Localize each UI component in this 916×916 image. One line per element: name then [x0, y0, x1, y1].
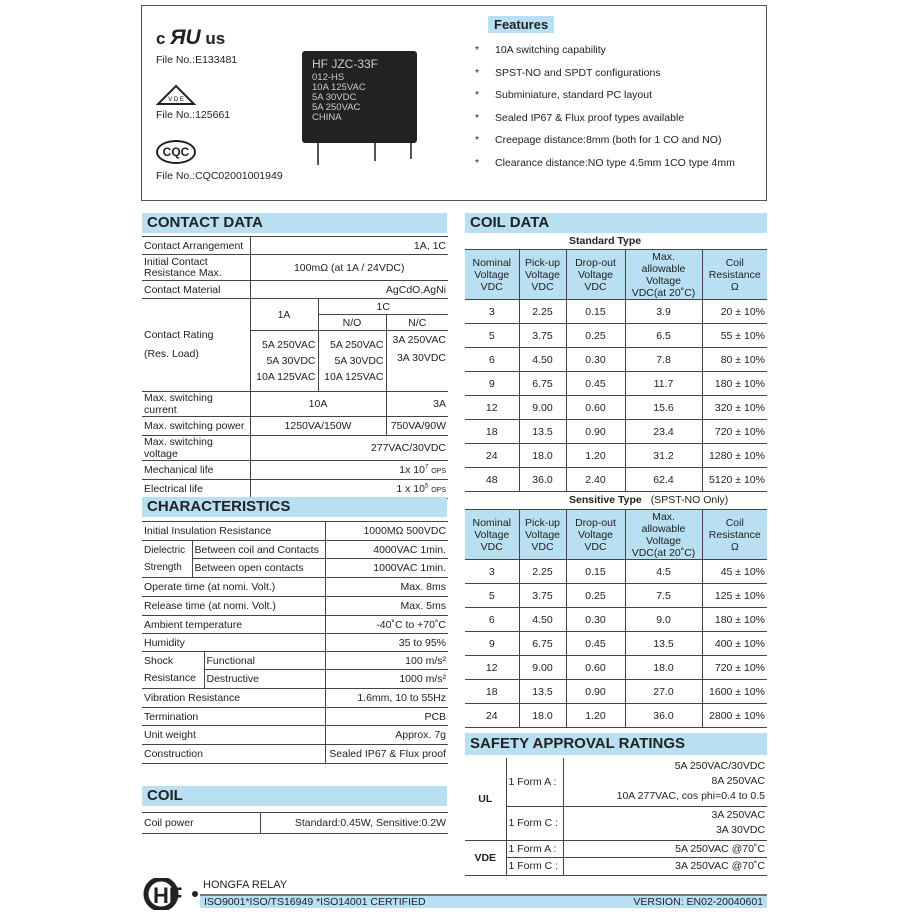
feature-text: Creepage distance:8mm (both for 1 CO and NO) [495, 134, 722, 146]
table-cell: 1600 ± 10% [702, 680, 767, 704]
coil-header-row [465, 250, 767, 300]
column-header: Nominal Voltage VDC [465, 510, 519, 560]
ul-file: File No.:E133481 [156, 54, 238, 66]
table-cell: 18 [465, 420, 519, 444]
safety-title: SAFETY APPROVAL RATINGS [465, 733, 767, 755]
feature-item [475, 134, 722, 146]
table-cell: 180 ± 10% [702, 608, 767, 632]
table-row [465, 608, 767, 632]
table-cell: 62.4 [625, 468, 702, 492]
table-row [465, 584, 767, 608]
column-header: Drop-out Voltage VDC [566, 250, 625, 300]
table-cell: 27.0 [625, 680, 702, 704]
standard-type-label: Standard Type [569, 235, 642, 247]
vde-logo [156, 84, 196, 106]
table-cell: 3.75 [519, 324, 566, 348]
table-cell: 125 ± 10% [702, 584, 767, 608]
table-cell: 0.15 [566, 300, 625, 324]
feature-text: Sealed IP67 & Flux proof types available [495, 111, 685, 124]
table-cell: 9 [465, 632, 519, 656]
table-cell: 45 ± 10% [702, 560, 767, 584]
coil-header-row [465, 510, 767, 560]
table-cell: 2800 ± 10% [702, 704, 767, 728]
feature-item [475, 44, 606, 56]
table-cell: 9.00 [519, 396, 566, 420]
column-header: Pick-up Voltage VDC [519, 510, 566, 560]
table-cell: 5120 ± 10% [702, 468, 767, 492]
column-header: Drop-out Voltage VDC [566, 510, 625, 560]
feature-item [475, 156, 735, 169]
table-cell: 180 ± 10% [702, 372, 767, 396]
table-cell: 0.25 [566, 584, 625, 608]
table-cell: 6.75 [519, 372, 566, 396]
table-row [465, 444, 767, 468]
table-cell: 13.5 [519, 680, 566, 704]
table-cell: 0.90 [566, 680, 625, 704]
table-cell: 0.45 [566, 632, 625, 656]
table-cell: 9.00 [519, 656, 566, 680]
table-cell: 720 ± 10% [702, 420, 767, 444]
characteristics-title: CHARACTERISTICS [142, 497, 447, 517]
feature-item [475, 66, 661, 79]
ul-logo: c ЯU us [156, 26, 226, 49]
feature-text: 10A switching capability [495, 44, 606, 56]
table-cell: 7.8 [625, 348, 702, 372]
coil-title: COIL [142, 786, 447, 806]
table-cell: 3.75 [519, 584, 566, 608]
table-row [465, 300, 767, 324]
table-cell: 0.60 [566, 396, 625, 420]
column-header: Coil Resistance Ω [702, 510, 767, 560]
table-cell: 0.90 [566, 420, 625, 444]
table-row [465, 420, 767, 444]
coil-table: Coil power Standard:0.45W, Sensitive:0.2W [142, 812, 448, 834]
table-cell: 9 [465, 372, 519, 396]
bullet-icon: * [475, 156, 480, 169]
bullet-icon: * [475, 89, 480, 101]
table-cell: 400 ± 10% [702, 632, 767, 656]
table-cell: 6.5 [625, 324, 702, 348]
hongfa-logo [143, 878, 195, 910]
table-cell: 48 [465, 468, 519, 492]
table-cell: 18.0 [519, 444, 566, 468]
table-cell: 12 [465, 396, 519, 420]
features-title: Features [488, 16, 554, 33]
table-cell: 2.40 [566, 468, 625, 492]
relay-image: HF JZC-33F 012-HS 10A 125VAC 5A 30VDC 5A 250VAC CHINA [302, 51, 417, 143]
table-cell: 7.5 [625, 584, 702, 608]
table-row [465, 704, 767, 728]
table-cell: 18.0 [519, 704, 566, 728]
table-cell: 1.20 [566, 704, 625, 728]
table-cell: 24 [465, 444, 519, 468]
sensitive-type-label: Sensitive Type (SPST-NO Only) [569, 494, 729, 506]
table-cell: 55 ± 10% [702, 324, 767, 348]
feature-text: Clearance distance:NO type 4.5mm 1CO type 4mm [495, 156, 735, 169]
table-cell: 0.45 [566, 372, 625, 396]
table-cell: 6 [465, 348, 519, 372]
table-row [465, 372, 767, 396]
table-cell: 36.0 [625, 704, 702, 728]
bullet-icon: * [475, 66, 480, 79]
svg-text:HF: HF [153, 883, 183, 908]
column-header: Nominal Voltage VDC [465, 250, 519, 300]
table-cell: 80 ± 10% [702, 348, 767, 372]
svg-text:V D E: V D E [168, 97, 184, 103]
table-row [465, 468, 767, 492]
vde-file: File No.:125661 [156, 109, 231, 121]
table-cell: 0.25 [566, 324, 625, 348]
table-cell: 0.30 [566, 608, 625, 632]
footer-bar [200, 894, 767, 908]
table-row [465, 560, 767, 584]
table-cell: 24 [465, 704, 519, 728]
column-header: Coil Resistance Ω [702, 250, 767, 300]
standard-coil-table [465, 249, 767, 492]
table-row [465, 348, 767, 372]
table-cell: 11.7 [625, 372, 702, 396]
table-cell: 31.2 [625, 444, 702, 468]
table-cell: 18.0 [625, 656, 702, 680]
table-cell: 12 [465, 656, 519, 680]
table-cell: 5 [465, 324, 519, 348]
feature-item [475, 89, 653, 101]
table-cell: 720 ± 10% [702, 656, 767, 680]
table-cell: 23.4 [625, 420, 702, 444]
characteristics-table: Initial Insulation Resistance 1000MΩ 500VDC Dielectric Strength Between coil and Contacts 4000VAC 1min. Between open contacts 1000VAC 1min. Operate time (at nomi. Volt.) Max. 8ms Release time (at nomi. Volt.) Max. 5ms Ambient temperature -40˚C to +70˚C Humidity 35 to 95% Shock Resistance Functional 100 m/s² Destructive 1000 m/s² Vibration Resistance 1.6mm, 10 to 55Hz Termination PCB Unit weight Approx. 7g Construction Sealed IP67 & Flux proof [142, 521, 448, 764]
bullet-icon: * [475, 44, 480, 56]
table-cell: 2.25 [519, 560, 566, 584]
table-cell: 320 ± 10% [702, 396, 767, 420]
bullet-icon: * [475, 111, 480, 124]
contact-data-title: CONTACT DATA [142, 213, 447, 233]
version-text: VERSION: EN02-20040601 [633, 896, 763, 908]
table-row [465, 632, 767, 656]
table-cell: 20 ± 10% [702, 300, 767, 324]
table-cell: 0.30 [566, 348, 625, 372]
table-cell: 5 [465, 584, 519, 608]
column-header: Max. allowable Voltage VDC(at 20˚C) [625, 250, 702, 300]
sensitive-coil-table [465, 509, 767, 728]
header-box [141, 5, 767, 201]
safety-table: UL 1 Form A : 5A 250VAC/30VDC 8A 250VAC 10A 277VAC, cos phi=0.4 to 0.5 1 Form C : 3A 250VAC 3A 30VDC VDE 1 Form A : 5A 250VAC @70˚C 1 Form C : 3A 250VAC @70˚C [465, 758, 767, 876]
coil-data-title: COIL DATA [465, 213, 767, 233]
table-row [465, 680, 767, 704]
cqc-file: File No.:CQC02001001949 [156, 170, 283, 182]
table-cell: 4.5 [625, 560, 702, 584]
company-name: HONGFA RELAY [203, 879, 288, 891]
certification-text: ISO9001*ISO/TS16949 *ISO14001 CERTIFIED [204, 896, 426, 908]
table-cell: 13.5 [519, 420, 566, 444]
table-cell: 0.15 [566, 560, 625, 584]
column-header: Max. allowable Voltage VDC(at 20˚C) [625, 510, 702, 560]
table-row [465, 324, 767, 348]
table-cell: 1280 ± 10% [702, 444, 767, 468]
table-cell: 3 [465, 300, 519, 324]
table-cell: 6 [465, 608, 519, 632]
cqc-logo: CQC [156, 140, 196, 164]
table-cell: 6.75 [519, 632, 566, 656]
table-cell: 4.50 [519, 348, 566, 372]
table-cell: 3.9 [625, 300, 702, 324]
table-cell: 18 [465, 680, 519, 704]
table-row [465, 396, 767, 420]
feature-text: Subminiature, standard PC layout [495, 89, 653, 101]
table-cell: 4.50 [519, 608, 566, 632]
feature-item [475, 111, 685, 124]
bullet-icon: * [475, 134, 480, 146]
table-cell: 36.0 [519, 468, 566, 492]
table-cell: 9.0 [625, 608, 702, 632]
table-cell: 3 [465, 560, 519, 584]
column-header: Pick-up Voltage VDC [519, 250, 566, 300]
contact-data-table: Contact Arrangement 1A, 1C Initial Contact Resistance Max. 100mΩ (at 1A / 24VDC) Contact Material AgCdO,AgNi Contact Rating (Res. Load) 1A 1C N/O N/C 5A 250VAC 5A 30VDC 10A 125VAC 5A 250VAC 5A 30VDC 10A 125VAC 3A 250VAC 3A 30VDC Max. switching current 10A 3A Max. switching power 1250VA/150W 750VA/90W Max. switching voltage 277VAC/30VDC Mechanical life 1x $10^7$ OPS Electrical life 1 x $10^5$ OPS [142, 236, 448, 499]
feature-text: SPST-NO and SPDT configurations [495, 66, 661, 79]
table-cell: 2.25 [519, 300, 566, 324]
table-cell: 1.20 [566, 444, 625, 468]
table-cell: 13.5 [625, 632, 702, 656]
table-cell: 0.60 [566, 656, 625, 680]
table-row [465, 656, 767, 680]
table-cell: 15.6 [625, 396, 702, 420]
